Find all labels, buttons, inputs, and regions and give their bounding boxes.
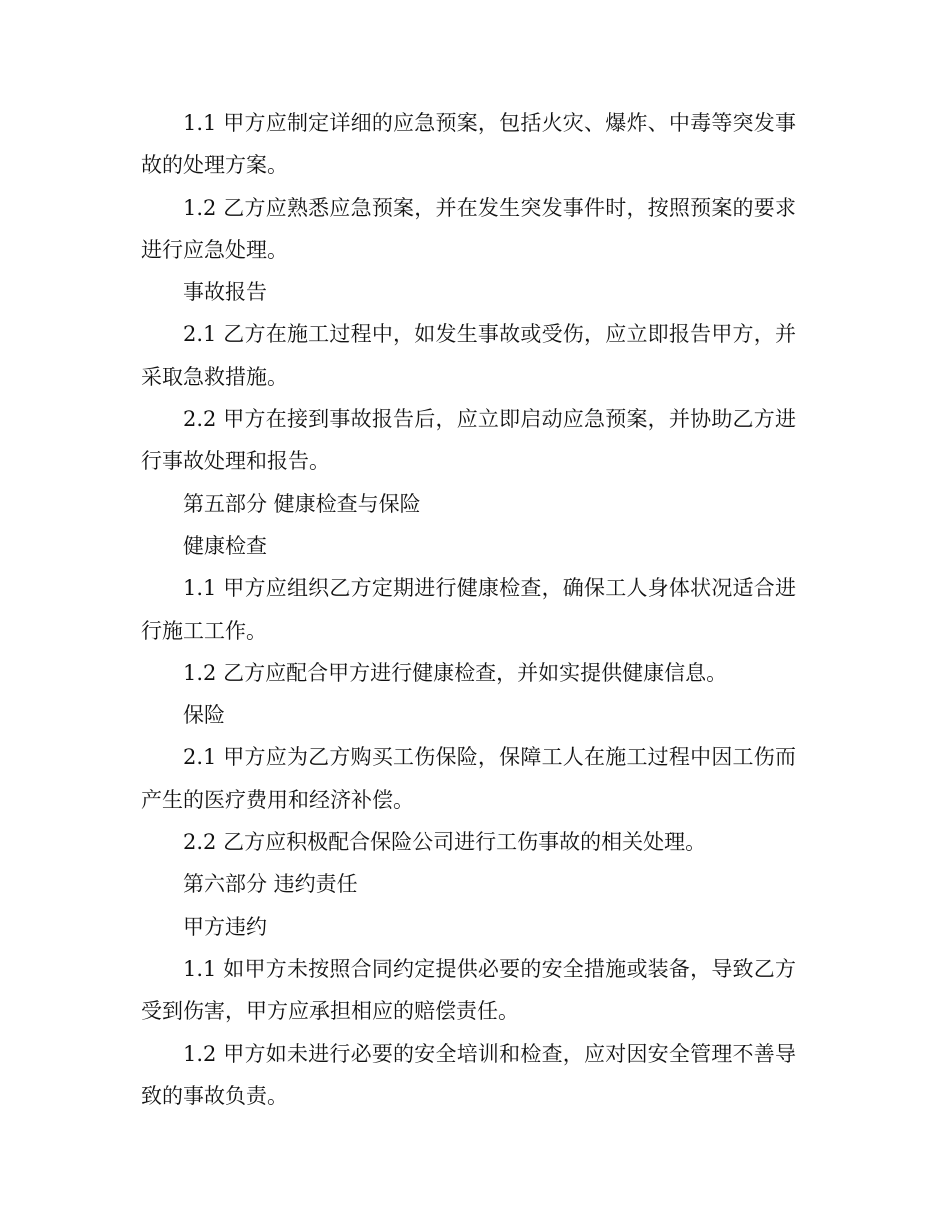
clause-2-2-handle-accident: 2.2 甲方在接到事故报告后，应立即启动应急预案，并协助乙方进行事故处理和报告。 (141, 407, 796, 474)
clause-1-1-breach-safety-measures: 1.1 如甲方未按照合同约定提供必要的安全措施或装备，导致乙方受到伤害，甲方应承担相应的赔偿责任。 (141, 956, 796, 1024)
clause-2-1-report-accident: 2.1 乙方在施工过程中，如发生事故或受伤，应立即报告甲方，并采取急救措施。 (141, 322, 796, 389)
document-body (141, 102, 796, 1117)
heading-insurance: 保险 (183, 703, 225, 728)
clause-1-2-breach-training: 1.2 甲方如未进行必要的安全培训和检查，应对因安全管理不善导致的事故负责。 (141, 1041, 796, 1108)
section-6-title: 第六部分 违约责任 (183, 872, 358, 897)
heading-health-check: 健康检查 (183, 533, 267, 558)
clause-2-1-injury-insurance: 2.1 甲方应为乙方购买工伤保险，保障工人在施工过程中因工伤而产生的医疗费用和经济补偿。 (141, 745, 796, 812)
clause-1-1-emergency-plan: 1.1 甲方应制定详细的应急预案，包括火灾、爆炸、中毒等突发事故的处理方案。 (141, 111, 796, 178)
section-5-title: 第五部分 健康检查与保险 (183, 491, 421, 516)
clause-1-1-health-check: 1.1 甲方应组织乙方定期进行健康检查，确保工人身体状况适合进行施工工作。 (141, 576, 796, 643)
clause-1-2-emergency-response: 1.2 乙方应熟悉应急预案，并在发生突发事件时，按照预案的要求进行应急处理。 (141, 195, 796, 262)
clause-2-2-insurance-claims: 2.2 乙方应积极配合保险公司进行工伤事故的相关处理。 (183, 830, 707, 855)
clause-1-2-health-info: 1.2 乙方应配合甲方进行健康检查，并如实提供健康信息。 (183, 660, 728, 685)
heading-accident-report: 事故报告 (183, 280, 267, 305)
heading-party-a-breach: 甲方违约 (183, 914, 267, 939)
